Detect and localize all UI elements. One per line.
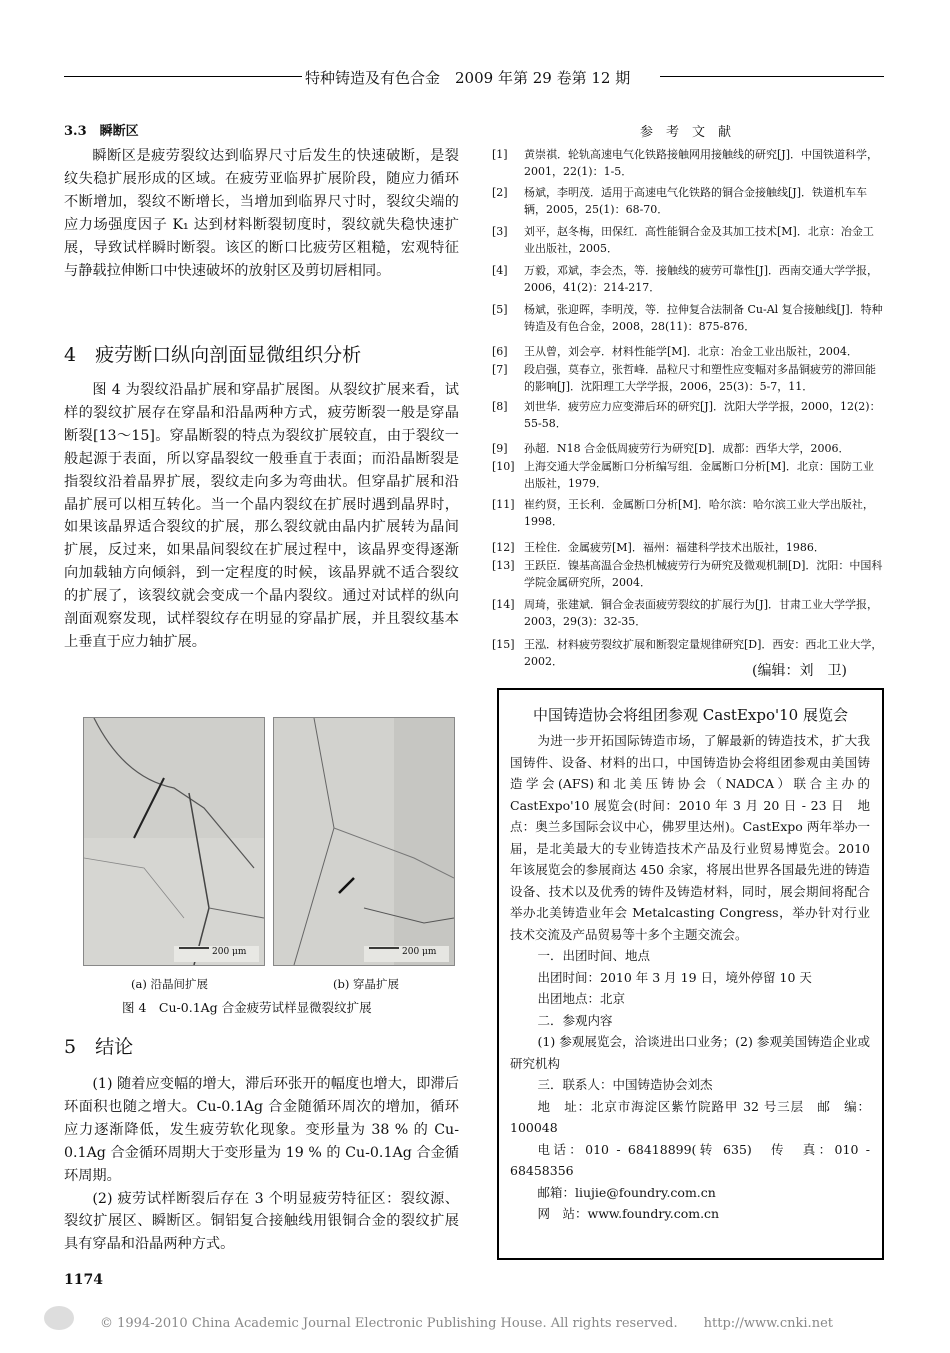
reference-item <box>492 146 884 180</box>
reference-item <box>492 361 884 395</box>
notice-title: 中国铸造协会将组团参观 CastExpo'10 展览会 <box>533 706 848 724</box>
section-5-heading: 5 结论 <box>64 1036 134 1058</box>
reference-text: 王跃臣．镍基高温合金热机械疲劳行为研究及微观机制[D]．沈阳：中国科学院金属研究所，2004． <box>524 559 883 589</box>
notice-depart-place: 出团地点：北京 <box>537 991 626 1006</box>
reference-number: [10] <box>492 460 515 473</box>
notice-website: 网 站：www.foundry.com.cn <box>537 1206 720 1221</box>
reference-number: [2] <box>492 186 508 199</box>
reference-text: 王从曾，刘会亭．材料性能学[M]．北京：冶金工业出版社，2004． <box>524 345 858 358</box>
page-number: 1174 <box>64 1272 103 1288</box>
reference-text: 杨斌，张迎晖，李明茂，等．拉伸复合法制备 Cu-Al 复合接触线[J]．特种铸造及有色合金，2008，28(11)：875-876． <box>524 303 883 333</box>
figure-4-caption: 图 4 Cu-0.1Ag 合金疲劳试样显微裂纹扩展 <box>122 1000 372 1015</box>
reference-number: [13] <box>492 559 515 572</box>
reference-item <box>492 262 884 296</box>
notice-address: 地 址：北京市海淀区紫竹院路甲 32 号三层 邮 编：100048 <box>510 1098 870 1135</box>
reference-text: 孙超．N18 合金低周疲劳行为研究[D]．成都：西华大学，2006． <box>524 442 850 455</box>
copyright-footer: © 1994-2010 China Academic Journal Electronic Publishing House. All rights reserved. http://www.cnki.net <box>100 1316 833 1331</box>
micrograph-a-image <box>84 718 264 965</box>
reference-number: [6] <box>492 345 508 358</box>
section-3-3-heading: 3.3 瞬断区 <box>64 124 139 139</box>
reference-text: 刘世华．疲劳应力应变滞后环的研究[J]．沈阳大学学报，2000，12(2)：55-58． <box>524 400 881 430</box>
reference-text: 崔约贤，王长利．金属断口分析[M]．哈尔滨：哈尔滨工业大学出版社，1998． <box>524 498 874 528</box>
section-5-body <box>64 1073 459 1256</box>
reference-number: [5] <box>492 303 508 316</box>
references-title: 参 考 文 献 <box>640 125 732 140</box>
section-4-body <box>64 379 459 654</box>
reference-item <box>492 496 884 530</box>
reference-number: [15] <box>492 638 515 651</box>
notice-email: 邮箱：liujie@foundry.com.cn <box>537 1184 716 1200</box>
scale-bar-a: 200 μm <box>212 947 247 957</box>
reference-text: 周琦，张建斌．铜合金表面疲劳裂纹的扩展行为[J]．甘肃工业大学学报，2003，29(3)：32-35． <box>524 598 878 628</box>
section-4-para: 图 4 为裂纹沿晶扩展和穿晶扩展图。从裂纹扩展来看，试样的裂纹扩展存在穿晶和沿晶两种方式，疲劳断裂一般是穿晶断裂[13～15]。穿晶断裂的特点为裂纹扩展较直，由于裂纹一般起源于表面，所以穿晶裂纹一般垂直于表面；而沿晶断裂是指裂纹沿着晶界扩展，裂纹走向多为弯曲状。但穿晶扩展和沿晶扩展可以相互转化。当一个晶内裂纹在扩展时遇到晶界时，如果该晶界适合裂纹的扩展，那么裂纹就由晶内扩展转为晶间扩展，反过来，如果晶间裂纹在扩展过程中，该晶界变得逐渐向加载轴方向倾斜，到一定程度的时候，该晶界就不适合裂纹的扩展了，该裂纹就会变成一个晶内裂纹。通过对试样的纵向剖面观察发现，试样裂纹存在明显的穿晶扩展，并且裂纹基本上垂直于应力轴扩展。 <box>64 382 459 650</box>
section-3-3-body <box>64 145 459 282</box>
reference-text: 上海交通大学金属断口分析编写组．金属断口分析[M]．北京：国防工业出版社，1979． <box>524 460 874 490</box>
reference-item <box>492 440 884 457</box>
reference-item <box>492 184 884 218</box>
conclusion-1: (1) 随着应变幅的增大，滞后环张开的幅度也增大，即滞后环面积也随之增大。Cu-0.1Ag 合金随循环周次的增加，循环应力逐渐降低，发生疲劳软化现象。变形量为 38 % 的 Cu-0.1Ag 合金循环周期大于变形量为 19 % 的 Cu-0.1Ag 合金循环周期。 <box>64 1076 459 1184</box>
journal-title: 特种铸造及有色合金 2009 年第 29 卷第 12 期 <box>305 69 631 87</box>
reference-item <box>492 458 884 492</box>
reference-item <box>492 301 884 335</box>
notice-intro: 为进一步开拓国际铸造市场，了解最新的铸造技术，扩大我国铸件、设备、材料的出口，中国铸造协会将组团参观由美国铸造学会(AFS)和北美压铸协会（NADCA）联合主办的 CastExpo'10 展览会(时间：2010 年 3 月 20 日 - 23 日 地点：奥兰多国际会议中心，佛罗里达州)。CastExpo 两年举办一届，是北美最大的专业铸造技术产品及行业贸易博览会。2010 年该展览会的参展商达 450 余家，将展出世界各国最先进的铸造设备、技术以及优秀的铸件及铸造材料，同时，展会期间将配合举办北美铸造业年会 Metalcasting Congress，举办针对行业技术交流及产品贸易等十多个主题交流会。 <box>510 733 870 942</box>
notice-depart-time: 出团时间：2010 年 3 月 19 日，境外停留 10 天 <box>537 969 812 985</box>
conclusion-2: (2) 疲劳试样断裂后存在 3 个明显疲劳特征区：裂纹源、裂纹扩展区、瞬断区。铜铝复合接触线用银铜合金的裂纹扩展具有穿晶和沿晶两种方式。 <box>64 1190 459 1253</box>
scale-bar-b: 200 μm <box>402 947 437 957</box>
notice-phone: 电话：010 - 68418899(转 635) 传 真：010 - 68458356 <box>510 1141 870 1178</box>
section-4-heading: 4 疲劳断口纵向剖面显微组织分析 <box>64 344 362 366</box>
micrograph-b <box>273 717 455 966</box>
micrograph-a <box>83 717 265 966</box>
subcaption-b: (b) 穿晶扩展 <box>333 977 399 991</box>
reference-number: [4] <box>492 264 508 277</box>
subcaption-a: (a) 沿晶间扩展 <box>131 977 208 991</box>
reference-item <box>492 596 884 630</box>
reference-text: 黄崇祺．轮轨高速电气化铁路接触网用接触线的研究[J]．中国铁道科学，2001，22(1)：1-5． <box>524 148 878 178</box>
reference-number: [9] <box>492 442 508 455</box>
reference-text: 杨斌，李明茂．适用于高速电气化铁路的铜合金接触线[J]．铁道机车车辆，2005，25(1)：68-70． <box>524 186 867 216</box>
reference-number: [14] <box>492 598 515 611</box>
reference-number: [11] <box>492 498 515 511</box>
reference-item <box>492 223 884 257</box>
notice-content: (1) 参观展览会，洽谈进出口业务；(2) 参观美国铸造企业或研究机构 <box>510 1034 870 1071</box>
notice-section-1: 一．出团时间、地点 <box>537 948 651 963</box>
section-3-3-para: 瞬断区是疲劳裂纹达到临界尺寸后发生的快速破断，是裂纹失稳扩展形成的区域。在疲劳亚临界扩展阶段，随应力循环不断增加，裂纹不断增长，当增加到临界尺寸时，裂纹尖端的应力场强度因子 K₁ 达到材料断裂韧度时，裂纹就失稳快速扩展，导致试样瞬时断裂。该区的断口比疲劳区粗糙，宏观特征与静载拉伸断口中快速破坏的放射区及剪切唇相同。 <box>64 148 459 279</box>
reference-text: 刘平，赵冬梅，田保红．高性能铜合金及其加工技术[M]．北京：冶金工业出版社，2005． <box>524 225 874 255</box>
reference-number: [1] <box>492 148 508 161</box>
notice-body <box>510 730 870 1225</box>
reference-number: [3] <box>492 225 508 238</box>
reference-item <box>492 557 884 591</box>
notice-section-3: 三．联系人：中国铸造协会刘杰 <box>537 1077 713 1092</box>
journal-header <box>0 67 950 89</box>
reference-text: 王栓住．金属疲劳[M]．福州：福建科学技术出版社，1986． <box>524 541 825 554</box>
reference-item <box>492 343 884 360</box>
expo-notice-box <box>497 688 884 1260</box>
notice-section-2: 二．参观内容 <box>537 1012 613 1028</box>
reference-item <box>492 398 884 432</box>
reference-number: [7] <box>492 363 508 376</box>
reference-number: [8] <box>492 400 508 413</box>
micrograph-b-image <box>274 718 454 965</box>
reference-text: 王泓．材料疲劳裂纹扩展和断裂定量规律研究[D]．西安：西北工业大学，2002． <box>524 638 883 668</box>
reference-text: 段启强，莫春立，张哲峰．晶粒尺寸和塑性应变幅对多晶铜疲劳的滞回能的影响[J]．沈阳理工大学学报，2006，25(3)：5-7，11． <box>524 363 876 393</box>
cnki-logo-icon <box>44 1306 74 1330</box>
reference-text: 万毅，邓斌，李会杰，等．接触线的疲劳可靠性[J]．西南交通大学学报，2006，41(2)：214-217． <box>524 264 878 294</box>
reference-item <box>492 539 884 556</box>
editor-note: (编辑：刘 卫) <box>752 663 847 679</box>
reference-number: [12] <box>492 541 515 554</box>
